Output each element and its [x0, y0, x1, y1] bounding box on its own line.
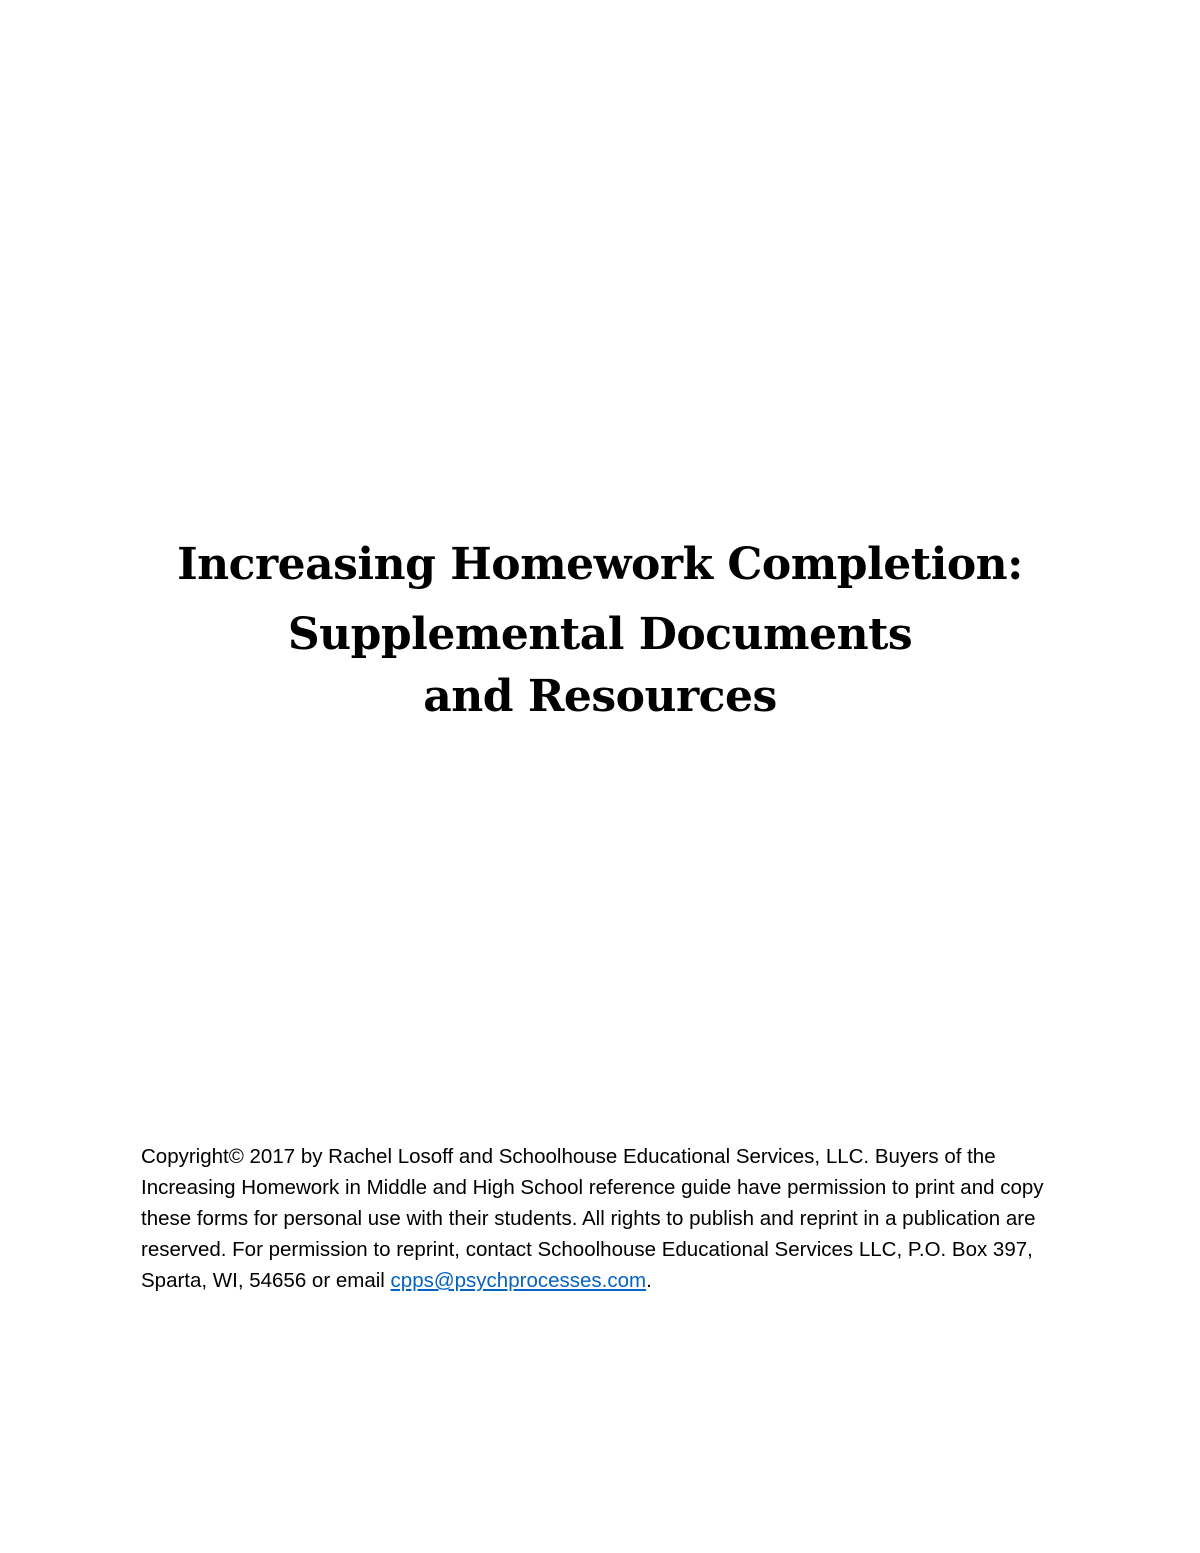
copyright-text: Copyright© 2017 by Rachel Losoff and Schoolhouse Educational Services, LLC. Buyers of the Increasing Homework in Middle and High School reference guide have permission to print and copy these forms for personal use with their students. All rights to publish and reprint in a publication are reserved. For permission to reprint, contact Schoolhouse Educational Services LLC, P.O. Box 397, Sparta, WI, 54656 or email — [141, 1145, 1044, 1292]
title-line-1: Increasing Homework Completion: — [177, 539, 1023, 590]
title-line-2: Supplemental Documents and Resources — [287, 609, 913, 722]
page-title — [100, 528, 1100, 728]
trailing-period: . — [646, 1269, 652, 1292]
email-link[interactable]: cpps@psychprocesses.com — [390, 1269, 647, 1292]
copyright-notice — [141, 1141, 1071, 1296]
